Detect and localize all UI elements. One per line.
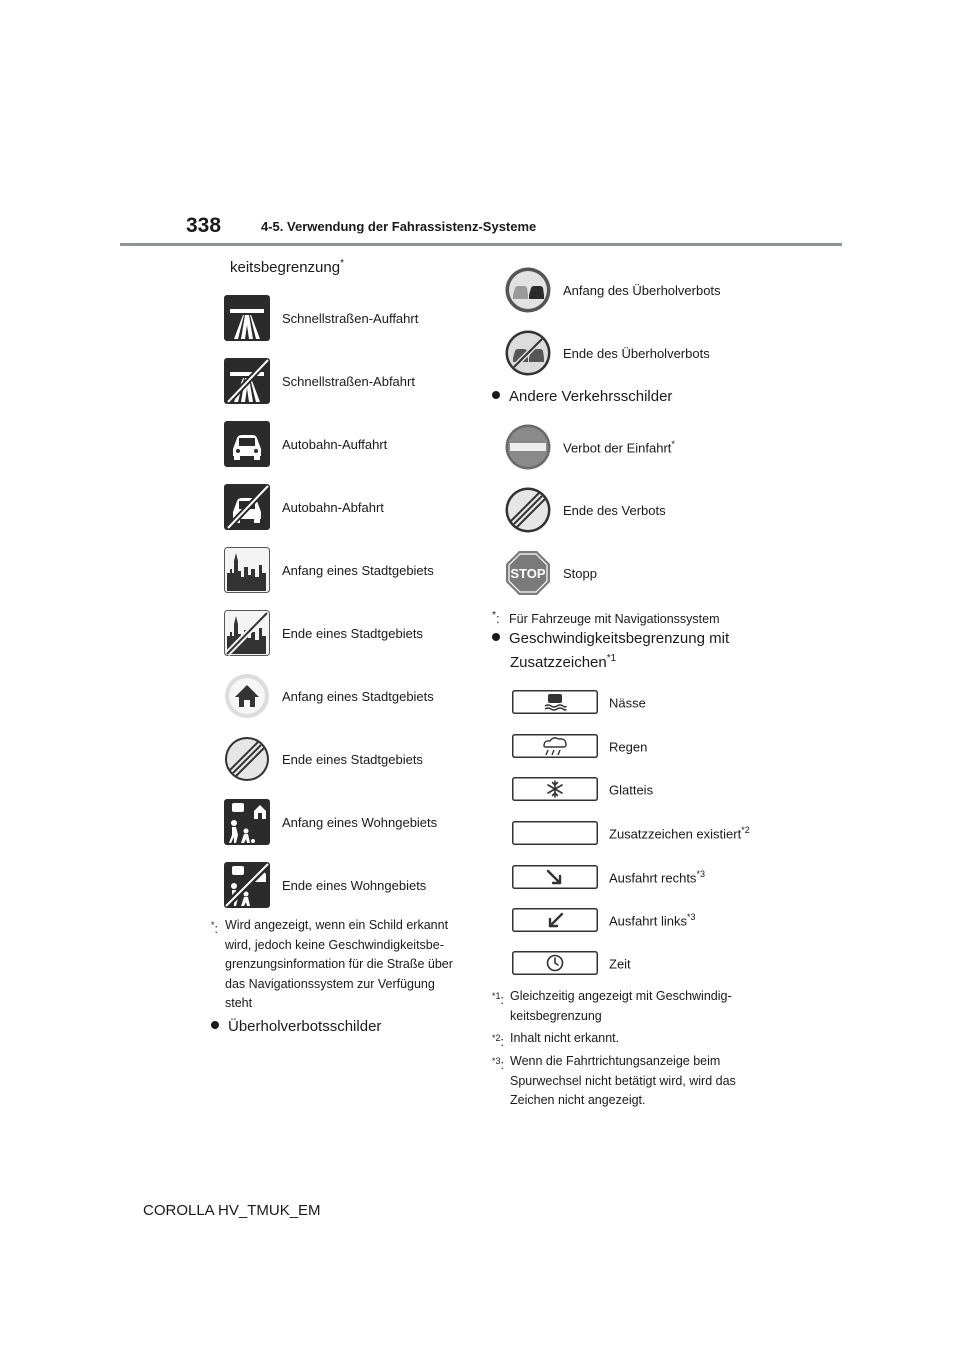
footnote-line: Gleichzeitig angezeigt mit Geschwindig- [510, 989, 732, 1003]
heading-overtaking-signs: Überholverbotsschilder [211, 1018, 381, 1035]
sign-label: Schnellstraßen-Auffahrt [282, 310, 419, 326]
arrow-down-right-icon [512, 865, 598, 889]
sign-row [224, 484, 384, 530]
sign-row [505, 330, 710, 376]
residential-area-start-icon [224, 799, 270, 845]
plate-row [512, 908, 696, 932]
sign-row [505, 487, 666, 533]
no-overtaking-icon [505, 267, 551, 313]
plate-row [512, 777, 653, 801]
bullet-icon [492, 633, 500, 641]
bullet-icon [492, 391, 500, 399]
blank-plate-icon [512, 821, 598, 845]
sign-row [224, 736, 423, 782]
sign-label: Ende des Verbots [563, 502, 666, 518]
sign-row [505, 424, 675, 470]
snowflake-icon [512, 777, 598, 801]
heading-fragment: keitsbegrenzung* [230, 258, 344, 276]
footnote-mark: *: [492, 610, 500, 627]
footnote-line: Spurwechsel nicht betätigt wird, wird das [510, 1073, 736, 1088]
expressway-start-icon [224, 295, 270, 341]
sign-label: Autobahn-Abfahrt [282, 499, 384, 515]
urban-zone-end-icon [224, 736, 270, 782]
footnote-line: Wird angezeigt, wenn ein Schild erkannt [225, 918, 449, 932]
end-no-overtaking-icon [505, 330, 551, 376]
stop-icon [505, 550, 551, 596]
footnote-mark: $^{*1}$: [492, 991, 504, 1008]
page-number: 338 [186, 214, 222, 237]
sign-label: Anfang eines Stadtgebiets [282, 562, 434, 578]
sign-label: Schnellstraßen-Abfahrt [282, 373, 415, 389]
plate-label: Ausfahrt links$^{*3}$ [609, 911, 696, 929]
sign-label: Stopp [563, 565, 597, 581]
bullet-icon [211, 1021, 219, 1029]
sign-label: Anfang eines Stadtgebiets [282, 688, 434, 704]
sign-label: Ende eines Stadtgebiets [282, 751, 423, 767]
footnote-2 [492, 1029, 772, 1049]
sign-row [505, 267, 721, 313]
sign-row [224, 421, 387, 467]
heading-other-signs: Andere Verkehrsschilder [492, 388, 672, 405]
urban-area-end-icon [224, 610, 270, 656]
urban-zone-start-icon [224, 673, 270, 719]
footnote-navigation-system [492, 606, 792, 630]
plate-row [512, 951, 631, 975]
footnote-line: Zeichen nicht angezeigt. [510, 1093, 646, 1107]
sign-label: Ende des Überholverbots [563, 345, 710, 361]
plate-label: Regen [609, 739, 648, 755]
end-of-restrictions-icon [505, 487, 551, 533]
sign-label: Anfang des Überholverbots [563, 282, 721, 298]
plate-row [512, 734, 647, 758]
section-title: 4-5. Verwendung der Fahrassistenz-Systeme [261, 219, 537, 234]
stop-sign-text: STOP [510, 566, 546, 581]
footnote-1 [492, 987, 772, 1026]
plate-row [512, 865, 705, 889]
footnote-line: Wenn die Fahrtrichtungsanzeige beim [510, 1054, 721, 1068]
plate-row [512, 690, 646, 714]
header-rule [120, 243, 842, 246]
footnote-mark: $^{*2}$: [492, 1033, 504, 1050]
sign-label: Ende eines Stadtgebiets [282, 625, 423, 641]
heading-speed-limit-plates-line2: Zusatzzeichen$^{*1}$ [510, 653, 617, 671]
plate-label: Ausfahrt rechts$^{*3}$ [609, 868, 705, 886]
footnote-line: keitsbegrenzung [510, 1008, 602, 1023]
arrow-down-left-icon [512, 908, 598, 932]
motorway-start-icon [224, 421, 270, 467]
sign-row [224, 610, 423, 656]
footnote-3 [492, 1052, 772, 1111]
wet-road-icon [512, 690, 598, 714]
heading-speed-limit-plates: Geschwindigkeitsbegrenzung mit [492, 630, 729, 647]
plate-label: Zusatzzeichen existiert$^{*2}$ [609, 824, 750, 842]
sign-label: Anfang eines Wohngebiets [282, 814, 438, 830]
footnote-line: wird, jedoch keine Geschwindigkeitsbe- [225, 937, 444, 952]
urban-area-start-icon [224, 547, 270, 593]
expressway-end-icon [224, 358, 270, 404]
footnote-line: das Navigationssystem zur Verfügung [225, 976, 435, 991]
plate-label: Nässe [609, 695, 646, 711]
footer-model-code: COROLLA HV_TMUK_EM [143, 1202, 321, 1219]
sign-label: Verbot der Einfahrt* [563, 438, 675, 456]
residential-area-end-icon [224, 862, 270, 908]
footnote-line: grenzungsinformation für die Straße über [225, 957, 453, 971]
sign-row [224, 358, 415, 404]
motorway-end-icon [224, 484, 270, 530]
sign-row [224, 547, 434, 593]
sign-row [224, 673, 434, 719]
footnote-mark: $^{*3}$: [492, 1056, 504, 1073]
sign-label: Autobahn-Auffahrt [282, 436, 388, 452]
sign-row [505, 550, 597, 596]
footnote-nav-info [211, 916, 471, 1014]
plate-row [512, 821, 750, 845]
sign-label: Ende eines Wohngebiets [282, 877, 427, 893]
footnote-line: Inhalt nicht erkannt. [510, 1031, 620, 1045]
rain-icon [512, 734, 598, 758]
plate-label: Glatteis [609, 782, 654, 798]
clock-icon [512, 951, 598, 975]
footnote-line: steht [225, 996, 253, 1010]
plate-label: Zeit [609, 956, 631, 972]
footnote-mark: *: [211, 920, 218, 937]
sign-row [224, 862, 426, 908]
sign-row [224, 295, 418, 341]
sign-row [224, 799, 437, 845]
no-entry-icon [505, 424, 551, 470]
footnote-text: Für Fahrzeuge mit Navigationssystem [509, 612, 720, 627]
